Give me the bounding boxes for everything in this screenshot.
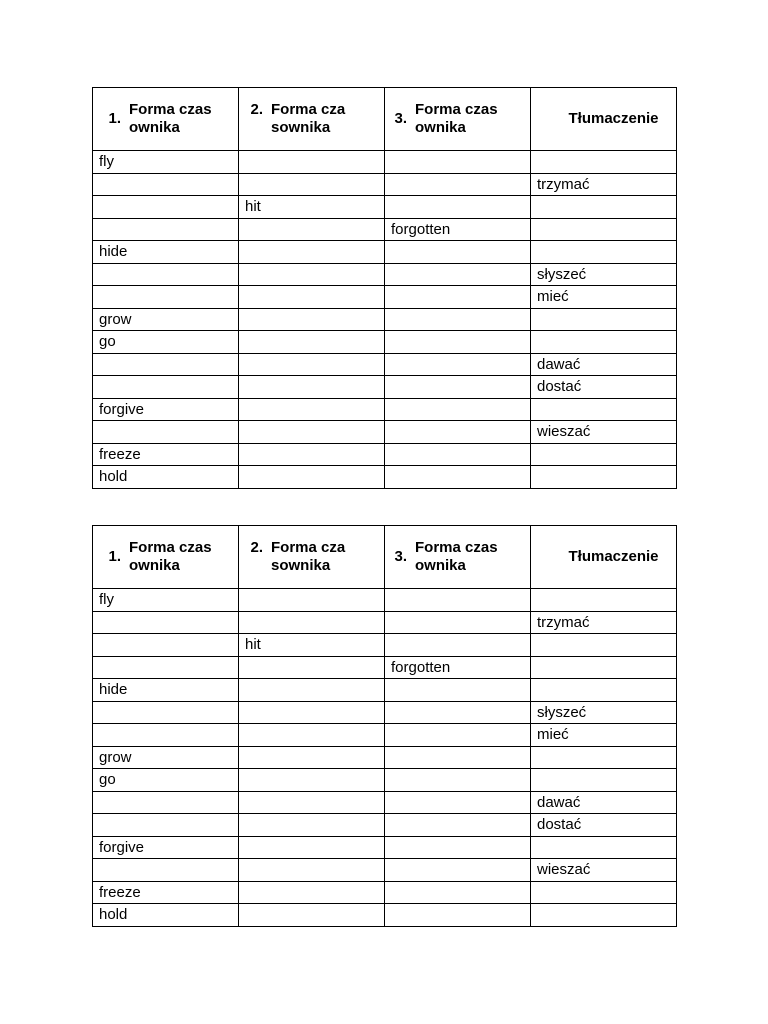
table-cell (239, 466, 385, 489)
table-cell: forgive (93, 836, 239, 859)
table-cell (385, 376, 531, 399)
table-cell: grow (93, 308, 239, 331)
table-cell: hold (93, 904, 239, 927)
table-cell: dawać (531, 353, 677, 376)
table-row (93, 241, 677, 264)
table-cell (93, 814, 239, 837)
table-cell (93, 724, 239, 747)
table-cell (239, 443, 385, 466)
table-row (93, 443, 677, 466)
table-cell: grow (93, 746, 239, 769)
table-cell (385, 881, 531, 904)
header-label: Forma czasownika (271, 101, 346, 136)
header-number: 3. (394, 548, 407, 565)
table-cell (385, 724, 531, 747)
table-cell (531, 769, 677, 792)
table-cell (385, 151, 531, 174)
table-cell (93, 791, 239, 814)
table-row (93, 308, 677, 331)
table-cell (531, 634, 677, 657)
table-cell (531, 466, 677, 489)
table-cell (385, 353, 531, 376)
table-cell (93, 218, 239, 241)
header-label: Forma czasownika (129, 101, 212, 136)
table-row (93, 466, 677, 489)
table-row (93, 151, 677, 174)
table-row (93, 836, 677, 859)
table-row (93, 769, 677, 792)
table-cell (531, 398, 677, 421)
header-first-form (93, 526, 239, 589)
table-cell (239, 724, 385, 747)
table-cell (385, 443, 531, 466)
header-number: 1. (108, 548, 121, 565)
table-cell (239, 769, 385, 792)
table-cell: forgotten (385, 218, 531, 241)
table-cell (385, 398, 531, 421)
table-cell (385, 308, 531, 331)
table-row (93, 286, 677, 309)
table-cell (239, 746, 385, 769)
table-cell (239, 398, 385, 421)
header-second-form (239, 526, 385, 589)
table-cell (239, 241, 385, 264)
table-cell (93, 286, 239, 309)
table-cell: wieszać (531, 859, 677, 882)
table-cell: freeze (93, 881, 239, 904)
table-cell (531, 836, 677, 859)
table-row (93, 724, 677, 747)
table-cell (239, 679, 385, 702)
header-number: 3. (394, 110, 407, 127)
table-cell (385, 466, 531, 489)
header-translation (531, 88, 677, 151)
table-row (93, 859, 677, 882)
table-cell (93, 353, 239, 376)
table-cell (531, 196, 677, 219)
table-row (93, 263, 677, 286)
table-cell (531, 881, 677, 904)
table-header-row (93, 526, 677, 589)
table-cell (93, 376, 239, 399)
table-cell: dostać (531, 814, 677, 837)
table-cell (239, 286, 385, 309)
table-cell (385, 634, 531, 657)
table-cell (239, 836, 385, 859)
table-cell: trzymać (531, 173, 677, 196)
table-cell (93, 634, 239, 657)
table-cell (531, 331, 677, 354)
table-cell (531, 679, 677, 702)
table-cell: forgive (93, 398, 239, 421)
header-label: Forma czasownika (129, 539, 212, 574)
table-row (93, 331, 677, 354)
table-cell: forgotten (385, 656, 531, 679)
table-cell (239, 308, 385, 331)
table-cell (385, 814, 531, 837)
table-cell (531, 218, 677, 241)
header-label: Forma czasownika (415, 539, 498, 574)
table-cell: hit (239, 634, 385, 657)
header-number: 2. (250, 539, 263, 556)
table-cell: dawać (531, 791, 677, 814)
header-label: Forma czasownika (415, 101, 498, 136)
table-row (93, 421, 677, 444)
table-cell (385, 611, 531, 634)
table-cell (239, 151, 385, 174)
table-cell (239, 421, 385, 444)
table-cell (531, 443, 677, 466)
table-cell (385, 421, 531, 444)
table-cell (239, 376, 385, 399)
table-cell: wieszać (531, 421, 677, 444)
table-cell (239, 218, 385, 241)
header-label: Forma czasownika (271, 539, 346, 574)
table-cell (531, 151, 677, 174)
header-second-form (239, 88, 385, 151)
table-cell (93, 263, 239, 286)
table-cell (239, 173, 385, 196)
table-cell: fly (93, 151, 239, 174)
table-cell (531, 308, 677, 331)
header-third-form (385, 526, 531, 589)
table-row (93, 173, 677, 196)
table-cell (531, 241, 677, 264)
table-cell (385, 859, 531, 882)
table-cell (385, 589, 531, 612)
table-cell (385, 286, 531, 309)
table-cell (531, 656, 677, 679)
table-cell: słyszeć (531, 701, 677, 724)
table-cell (385, 263, 531, 286)
table-cell: mieć (531, 286, 677, 309)
table-cell (93, 656, 239, 679)
table-row (93, 196, 677, 219)
table-cell: słyszeć (531, 263, 677, 286)
table-cell: freeze (93, 443, 239, 466)
table-cell (239, 611, 385, 634)
table-cell (385, 769, 531, 792)
table-row (93, 701, 677, 724)
table-cell (385, 836, 531, 859)
table-cell (531, 746, 677, 769)
table-cell (385, 331, 531, 354)
table-cell (239, 791, 385, 814)
table-cell (93, 173, 239, 196)
table-cell (385, 746, 531, 769)
table-cell: hide (93, 679, 239, 702)
table-cell (239, 881, 385, 904)
table-cell: hit (239, 196, 385, 219)
header-label: Tłumaczenie (568, 110, 659, 127)
table-cell (385, 173, 531, 196)
table-row (93, 881, 677, 904)
header-number: 1. (108, 110, 121, 127)
table-header-row (93, 88, 677, 151)
table-cell (93, 196, 239, 219)
table-cell (239, 331, 385, 354)
table-row (93, 634, 677, 657)
table-row (93, 376, 677, 399)
table-cell (239, 263, 385, 286)
table-cell: mieć (531, 724, 677, 747)
header-translation (531, 526, 677, 589)
table-cell (385, 904, 531, 927)
table-cell (531, 589, 677, 612)
table-row (93, 611, 677, 634)
table-row (93, 218, 677, 241)
table-row (93, 791, 677, 814)
table-cell (239, 814, 385, 837)
header-label: Tłumaczenie (568, 548, 659, 565)
table-row (93, 814, 677, 837)
verb-table-2 (92, 525, 677, 927)
table-cell (385, 701, 531, 724)
table-row (93, 679, 677, 702)
table-cell (531, 904, 677, 927)
table-cell (385, 791, 531, 814)
verb-table-1 (92, 87, 677, 489)
table-cell: go (93, 331, 239, 354)
header-third-form (385, 88, 531, 151)
table-cell (239, 859, 385, 882)
table-row (93, 656, 677, 679)
table-cell (93, 859, 239, 882)
table-cell: trzymać (531, 611, 677, 634)
table-cell: hold (93, 466, 239, 489)
table-cell (93, 421, 239, 444)
table-cell (93, 611, 239, 634)
table-cell (239, 904, 385, 927)
table-row (93, 398, 677, 421)
header-number: 2. (250, 101, 263, 118)
table-cell: fly (93, 589, 239, 612)
table-row (93, 746, 677, 769)
header-first-form (93, 88, 239, 151)
table-cell (239, 353, 385, 376)
table-cell (239, 589, 385, 612)
table-cell: dostać (531, 376, 677, 399)
table-cell (385, 196, 531, 219)
table-cell: hide (93, 241, 239, 264)
table-row (93, 589, 677, 612)
table-cell (239, 701, 385, 724)
table-row (93, 904, 677, 927)
table-cell (93, 701, 239, 724)
table-cell: go (93, 769, 239, 792)
table-cell (385, 241, 531, 264)
table-cell (239, 656, 385, 679)
table-cell (385, 679, 531, 702)
table-row (93, 353, 677, 376)
